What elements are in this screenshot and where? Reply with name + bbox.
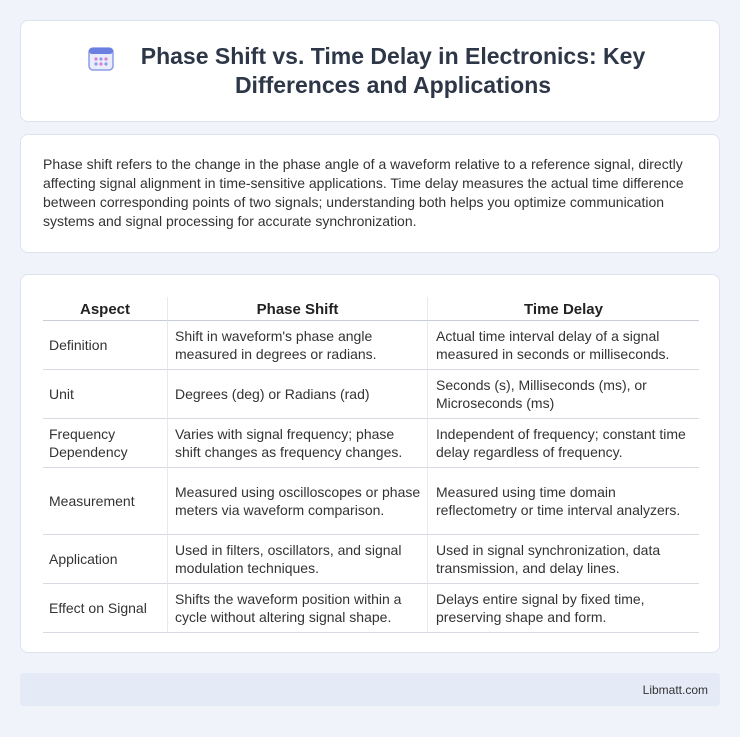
intro-paragraph: Phase shift refers to the change in the phase angle of a waveform relative to a reference signal, directly affecting signal alignment in time-sensitive applications. Time delay measures the actual time difference between corresponding points of two signals; understanding both helps you optimize communication systems and signal processing for accurate synchronization. [43,156,684,229]
cell-aspect: Frequency Dependency [43,419,167,468]
cell-phase-shift: Shifts the waveform position within a cycle without altering signal shape. [167,584,427,633]
calendar-icon [87,44,115,72]
footer [20,673,720,706]
table-row [43,584,699,633]
cell-time-delay: Actual time interval delay of a signal measured in seconds or milliseconds. [427,321,699,370]
table-row [43,321,699,370]
header-phase-shift: Phase Shift [167,297,427,321]
cell-phase-shift: Degrees (deg) or Radians (rad) [167,370,427,419]
header-aspect: Aspect [43,297,167,321]
table-row [43,535,699,584]
table-row [43,370,699,419]
cell-aspect: Application [43,535,167,584]
cell-aspect: Measurement [43,468,167,535]
cell-phase-shift: Varies with signal frequency; phase shift changes as frequency changes. [167,419,427,468]
cell-time-delay: Measured using time domain reflectometry or time interval analyzers. [427,468,699,535]
footer-brand[interactable]: Libmatt.com [642,683,708,697]
table-header-row [43,297,699,321]
table-row [43,419,699,468]
cell-time-delay: Delays entire signal by fixed time, preserving shape and form. [427,584,699,633]
cell-aspect: Unit [43,370,167,419]
cell-aspect: Effect on Signal [43,584,167,633]
page-title: Phase Shift vs. Time Delay in Electronics: Key Differences and Applications [140,43,646,98]
cell-time-delay: Used in signal synchronization, data transmission, and delay lines. [427,535,699,584]
table-row [43,468,699,535]
cell-phase-shift: Used in filters, oscillators, and signal modulation techniques. [167,535,427,584]
header-time-delay: Time Delay [427,297,699,321]
cell-phase-shift: Shift in waveform's phase angle measured in degrees or radians. [167,321,427,370]
cell-aspect: Definition [43,321,167,370]
cell-time-delay: Independent of frequency; constant time delay regardless of frequency. [427,419,699,468]
comparison-table [43,297,699,633]
title-wrap [87,42,653,100]
cell-time-delay: Seconds (s), Milliseconds (ms), or Microseconds (ms) [427,370,699,419]
cell-phase-shift: Measured using oscilloscopes or phase meters via waveform comparison. [167,468,427,535]
comparison-card [20,274,720,653]
intro-card [20,134,720,253]
title-card [20,20,720,122]
